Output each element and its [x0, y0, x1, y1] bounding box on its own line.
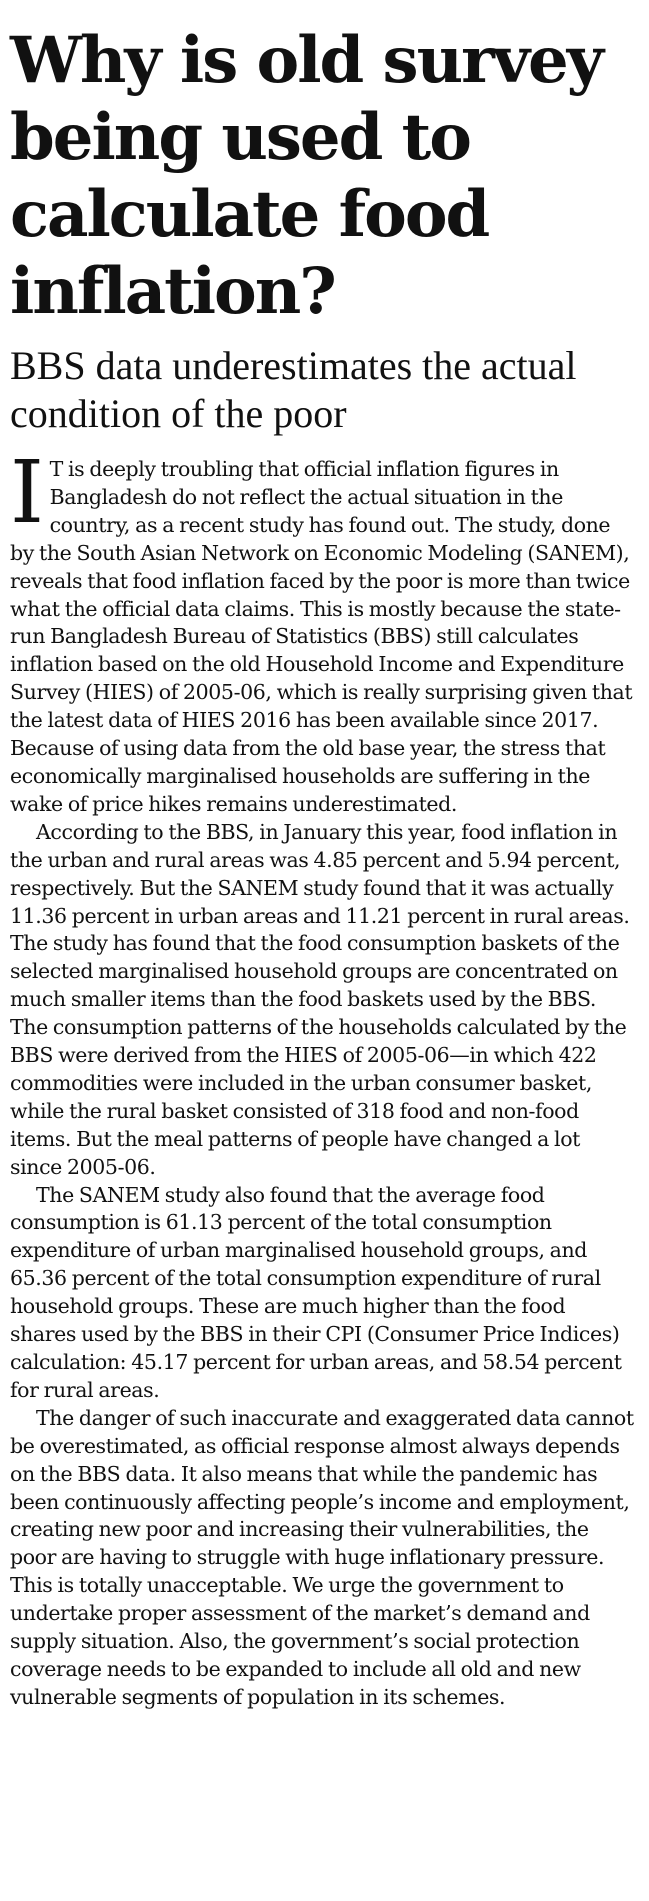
- article-body: [10, 443, 635, 1712]
- paragraph-3: The SANEM study also found that the average food consumption is 61.13 percent of the total consumption expenditure of urban marginalised household groups, and 65.36 percent of the total consumption expenditure of rural household groups. These are much higher than the food shares used by the BBS in their CPI (Consumer Price Indices) calculation: 45.17 percent for urban areas, and 58.54 percent for rural areas.: [10, 1182, 622, 1402]
- drop-cap: I: [10, 443, 44, 543]
- paragraph-4: The danger of such inaccurate and exaggerated data cannot be overestimated, as official response almost always depends on the BBS data. It also means that while the pandemic has been continuously affecting people’s income and employment, creating new poor and increasing their vulnerabilities, the poor are having to struggle with huge inflationary pressure. This is totally unacceptable. We urge the government to undertake proper assessment of the market’s demand and supply situation. Also, the government’s social protection coverage needs to be expanded to include all old and new vulnerable segments of population in its schemes.: [10, 1405, 634, 1709]
- paragraph-1: [10, 443, 635, 819]
- headline: Why is old survey being used to calculate food inflation?: [10, 23, 602, 329]
- paragraph-2: According to the BBS, in January this year, food inflation in the urban and rural areas was 4.85 percent and 5.94 percent, respectively. But the SANEM study found that it was actually 11.36 percent in urban areas and 11.21 percent in rural areas. The study has found that the food consumption baskets of the selected marginalised household groups are concentrated on much smaller items than the food baskets used by the BBS. The consumption patterns of the households calculated by the BBS were derived from the HIES of 2005-06—in which 422 commodities were included in the urban consumer basket, while the rural basket consisted of 318 food and non-food items. But the meal patterns of people have changed a lot since 2005-06.: [10, 819, 630, 1179]
- paragraph-1-text: T is deeply troubling that official inflation figures in Bangladesh do not reflect the actual situation in the country, as a recent study has found out. The study, done by the South Asian Network on Economic Modeling (SANEM), reveals that food inflation faced by the poor is more than twice what the official data claims. This is mostly because the state-run Bangladesh Bureau of Statistics (BBS) still calculates inflation based on the old Household Income and Expenditure Survey (HIES) of 2005-06, which is really surprising given that the latest data of HIES 2016 has been available since 2017. Because of using data from the old base year, the stress that economically marginalised households are suffering in the wake of price hikes remains underestimated.: [10, 457, 633, 816]
- subheadline: BBS data underestimates the actual condition of the poor: [10, 343, 577, 436]
